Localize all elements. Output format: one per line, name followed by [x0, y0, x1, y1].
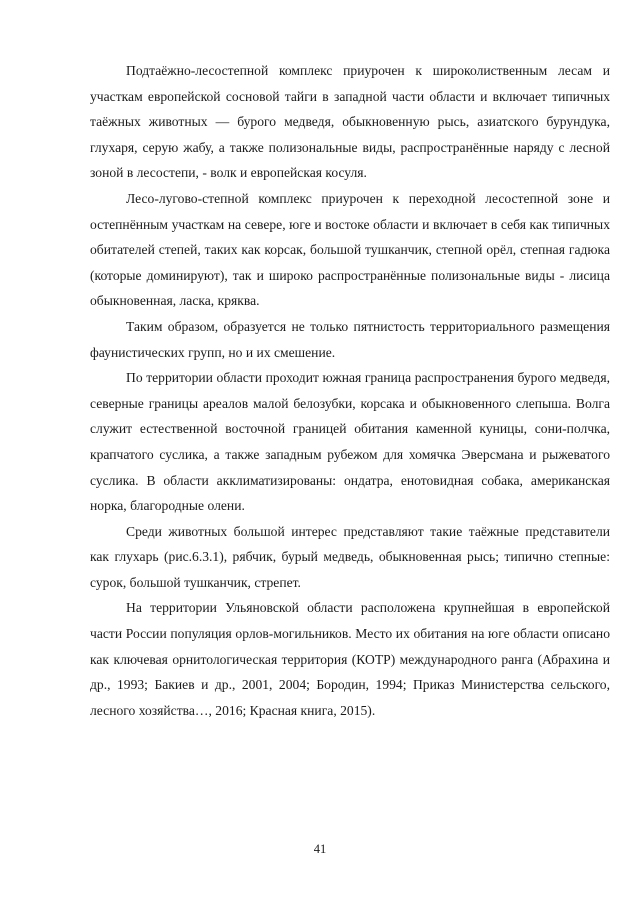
paragraph-range-boundaries: По территории области проходит южная граница распространения бурого медведя, северные границы ареалов малой белозубки, корсака и обыкновенного слепыша. Волга служит естественной восточной границей обитания каменной куницы, сони-полчка, крапчатого суслика, а также западным рубежом для хомячка Эверсмана и рыжеватого суслика. В области акклиматизированы: ондатра, енотовидная собака, американская норка, благородные олени.: [90, 370, 610, 514]
paragraph-subtaiga-complex: Подтаёжно-лесостепной комплекс приурочен к широколиственным лесам и участкам европейской сосновой тайги в западной части области и включает типичных таёжных животных — бурого медведя, обыкновенную рысь, азиатского бурундука, глухаря, серую жабу, а также полизональные виды, распространённые наряду с лесной зоной в лесостепи, - волк и европейская косуля.: [90, 63, 610, 181]
page-number: 41: [313, 842, 327, 856]
document-body: [90, 58, 610, 723]
paragraph-imperial-eagle-population: На территории Ульяновской области расположена крупнейшая в европейской части России популяция орлов-могильников. Место их обитания на юге области описано как ключевая орнитологическая территория (КОТР) международного ранга (Абрахина и др., 1993; Бакиев и др., 2001, 2004; Бородин, 1994; Приказ Министерства сельского, лесного хозяйства…, 2016; Красная книга, 2015).: [90, 600, 610, 718]
paragraph-notable-animals: Среди животных большой интерес представляют такие таёжные представители как глухарь (рис.6.3.1), рябчик, бурый медведь, обыкновенная рысь; типично степные: сурок, большой тушканчик, стрепет.: [90, 523, 610, 590]
paragraph-conclusion-mixing: Таким образом, образуется не только пятнистость территориального размещения фаунистических групп, но и их смешение.: [90, 318, 610, 360]
paragraph-forest-meadow-steppe-complex: Лесо-лугово-степной комплекс приурочен к переходной лесостепной зоне и остепнённым участкам на севере, юге и востоке области и включает в себя как типичных обитателей степей, таких как корсак, большой тушканчик, степной орёл, степная гадюка (которые доминируют), так и широко распространённые полизональные виды - лисица обыкновенная, ласка, кряква.: [90, 190, 610, 309]
